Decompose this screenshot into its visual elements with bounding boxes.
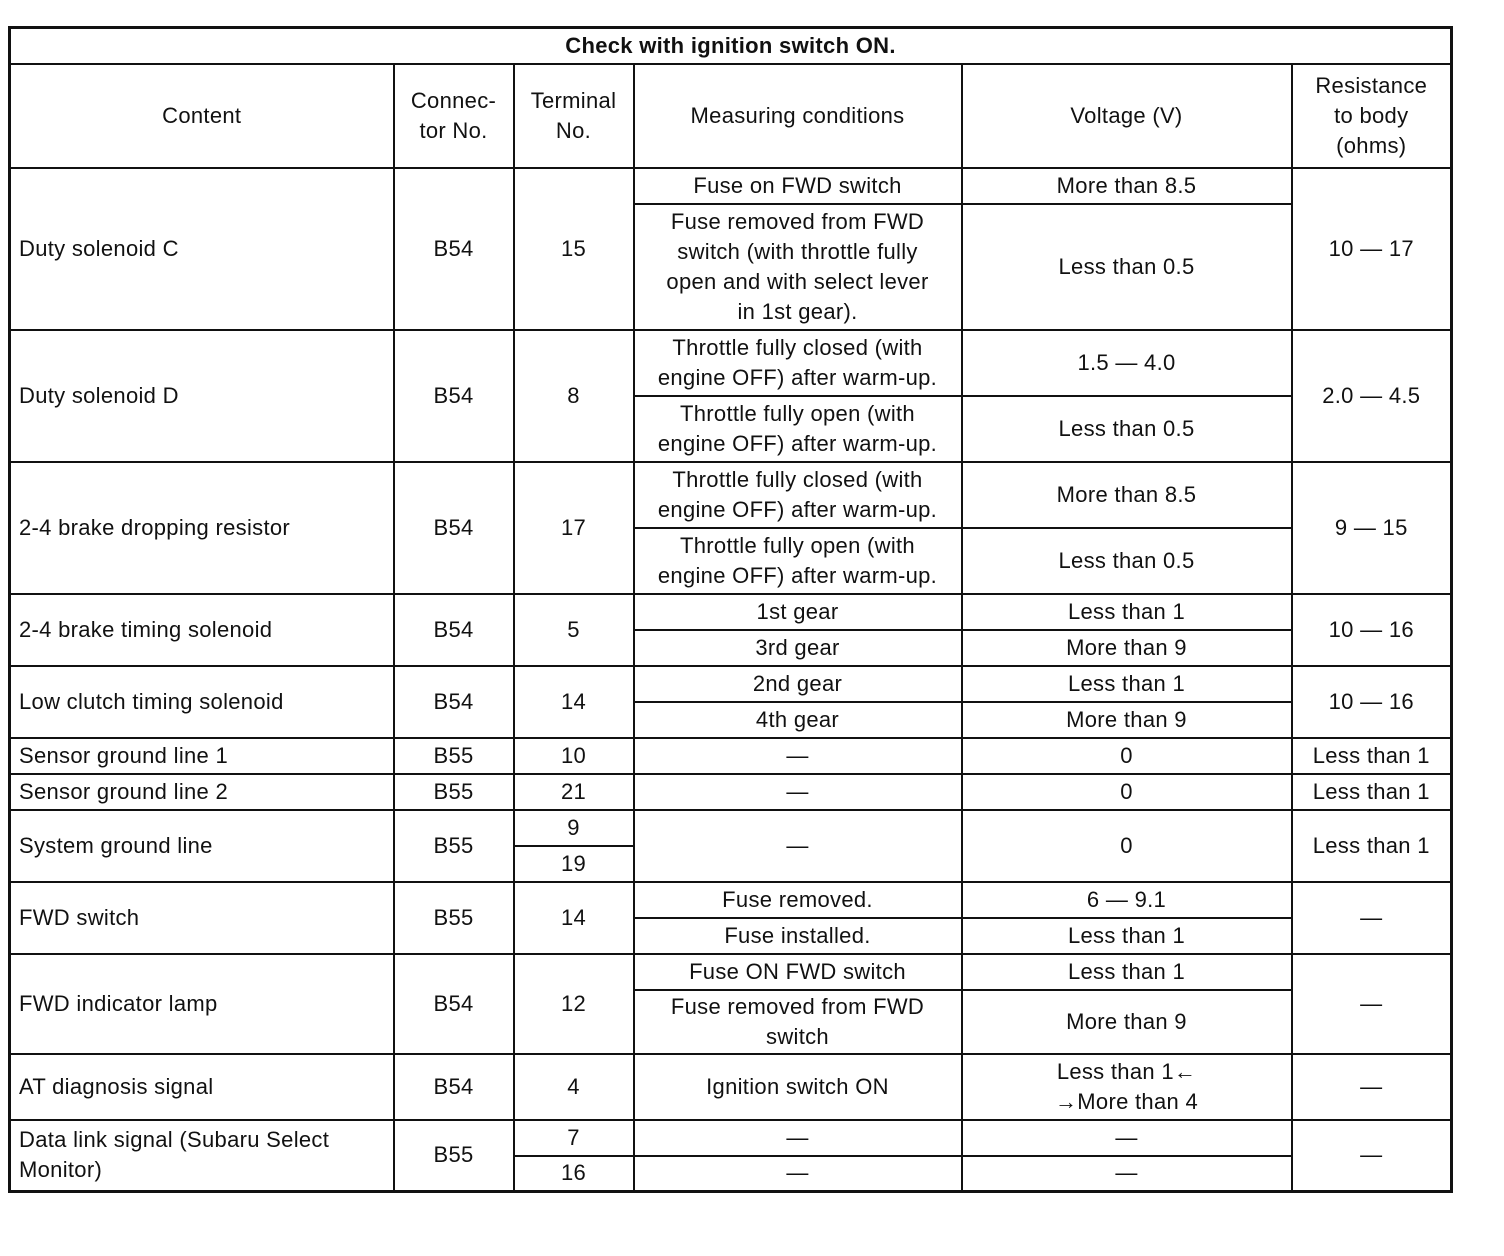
voltage-cell: Less than 1 [962, 594, 1292, 630]
voltage-cell: Less than 0.5 [962, 528, 1292, 594]
voltage-cell: More than 9 [962, 702, 1292, 738]
voltage-cell: Less than 0.5 [962, 396, 1292, 462]
condition-cell: — [634, 1120, 962, 1156]
table-row [10, 330, 1452, 396]
condition-cell: — [634, 738, 962, 774]
terminal-cell: 5 [514, 594, 634, 666]
header-terminal: Terminal No. [514, 64, 634, 168]
content-cell: AT diagnosis signal [10, 1054, 394, 1120]
resistance-cell: — [1292, 1054, 1452, 1120]
connector-cell: B54 [394, 666, 514, 738]
table-row [10, 954, 1452, 990]
resistance-cell: 10 — 16 [1292, 666, 1452, 738]
connector-cell: B54 [394, 954, 514, 1054]
resistance-cell: — [1292, 1120, 1452, 1192]
voltage-cell: 1.5 — 4.0 [962, 330, 1292, 396]
connector-cell: B55 [394, 738, 514, 774]
resistance-cell: Less than 1 [1292, 774, 1452, 810]
condition-cell: Fuse ON FWD switch [634, 954, 962, 990]
connector-cell: B54 [394, 1054, 514, 1120]
resistance-cell: Less than 1 [1292, 738, 1452, 774]
condition-cell: Fuse removed from FWD switch [634, 990, 962, 1054]
content-cell: Low clutch timing solenoid [10, 666, 394, 738]
condition-cell: Throttle fully closed (with engine OFF) after warm-up. [634, 462, 962, 528]
condition-cell: Fuse removed from FWD switch (with throttle fully open and with select lever in 1st gear). [634, 204, 962, 330]
resistance-cell: 10 — 16 [1292, 594, 1452, 666]
connector-cell: B55 [394, 810, 514, 882]
connector-cell: B54 [394, 462, 514, 594]
connector-cell: B55 [394, 1120, 514, 1192]
table-row [10, 666, 1452, 702]
table-row [10, 882, 1452, 918]
voltage-cell: 0 [962, 810, 1292, 882]
table-row [10, 810, 1452, 846]
content-cell: Sensor ground line 1 [10, 738, 394, 774]
terminal-cell: 19 [514, 846, 634, 882]
voltage-cell: Less than 1 [962, 666, 1292, 702]
voltage-cell: 6 — 9.1 [962, 882, 1292, 918]
condition-cell: 3rd gear [634, 630, 962, 666]
voltage-cell: — [962, 1156, 1292, 1192]
connector-cell: B54 [394, 168, 514, 330]
connector-cell: B55 [394, 774, 514, 810]
voltage-cell: 0 [962, 774, 1292, 810]
content-cell: FWD switch [10, 882, 394, 954]
condition-cell: 4th gear [634, 702, 962, 738]
content-cell: Sensor ground line 2 [10, 774, 394, 810]
content-cell: 2-4 brake dropping resistor [10, 462, 394, 594]
voltage-cell: Less than 1 [962, 954, 1292, 990]
condition-cell: Fuse installed. [634, 918, 962, 954]
content-cell: Duty solenoid C [10, 168, 394, 330]
condition-cell: 2nd gear [634, 666, 962, 702]
resistance-cell: — [1292, 882, 1452, 954]
condition-cell: Throttle fully closed (with engine OFF) after warm-up. [634, 330, 962, 396]
condition-cell: — [634, 810, 962, 882]
voltage-cell: More than 8.5 [962, 462, 1292, 528]
resistance-cell: 9 — 15 [1292, 462, 1452, 594]
header-resistance: Resistance to body (ohms) [1292, 64, 1452, 168]
table-row [10, 1120, 1452, 1156]
condition-cell: — [634, 1156, 962, 1192]
table-row [10, 738, 1452, 774]
terminal-cell: 12 [514, 954, 634, 1054]
terminal-cell: 9 [514, 810, 634, 846]
voltage-cell: More than 9 [962, 990, 1292, 1054]
connector-cell: B54 [394, 594, 514, 666]
voltage-cell: Less than 0.5 [962, 204, 1292, 330]
table-row [10, 168, 1452, 204]
voltage-cell: More than 9 [962, 630, 1292, 666]
content-cell: 2-4 brake timing solenoid [10, 594, 394, 666]
voltage-cell: More than 8.5 [962, 168, 1292, 204]
condition-cell: 1st gear [634, 594, 962, 630]
resistance-cell: 10 — 17 [1292, 168, 1452, 330]
content-cell: Data link signal (Subaru Select Monitor) [10, 1120, 394, 1192]
voltage-cell: — [962, 1120, 1292, 1156]
terminal-cell: 21 [514, 774, 634, 810]
resistance-cell: — [1292, 954, 1452, 1054]
connector-cell: B54 [394, 330, 514, 462]
condition-cell: Ignition switch ON [634, 1054, 962, 1120]
voltage-cell: Less than 1 [962, 918, 1292, 954]
condition-cell: — [634, 774, 962, 810]
content-cell: FWD indicator lamp [10, 954, 394, 1054]
header-voltage: Voltage (V) [962, 64, 1292, 168]
inspection-table [8, 26, 1453, 1193]
header-connector: Connec- tor No. [394, 64, 514, 168]
voltage-cell: Less than 1← →More than 4 [962, 1054, 1292, 1120]
connector-cell: B55 [394, 882, 514, 954]
content-cell: Duty solenoid D [10, 330, 394, 462]
condition-cell: Fuse on FWD switch [634, 168, 962, 204]
terminal-cell: 14 [514, 666, 634, 738]
condition-cell: Fuse removed. [634, 882, 962, 918]
table-row [10, 1054, 1452, 1120]
content-cell: System ground line [10, 810, 394, 882]
header-conditions: Measuring conditions [634, 64, 962, 168]
resistance-cell: 2.0 — 4.5 [1292, 330, 1452, 462]
terminal-cell: 14 [514, 882, 634, 954]
table-row [10, 594, 1452, 630]
terminal-cell: 7 [514, 1120, 634, 1156]
terminal-cell: 15 [514, 168, 634, 330]
terminal-cell: 16 [514, 1156, 634, 1192]
resistance-cell: Less than 1 [1292, 810, 1452, 882]
voltage-cell: 0 [962, 738, 1292, 774]
header-content: Content [10, 64, 394, 168]
condition-cell: Throttle fully open (with engine OFF) after warm-up. [634, 528, 962, 594]
terminal-cell: 8 [514, 330, 634, 462]
table-row [10, 774, 1452, 810]
table-title: Check with ignition switch ON. [10, 28, 1452, 64]
terminal-cell: 10 [514, 738, 634, 774]
table-row [10, 462, 1452, 528]
terminal-cell: 17 [514, 462, 634, 594]
terminal-cell: 4 [514, 1054, 634, 1120]
condition-cell: Throttle fully open (with engine OFF) after warm-up. [634, 396, 962, 462]
